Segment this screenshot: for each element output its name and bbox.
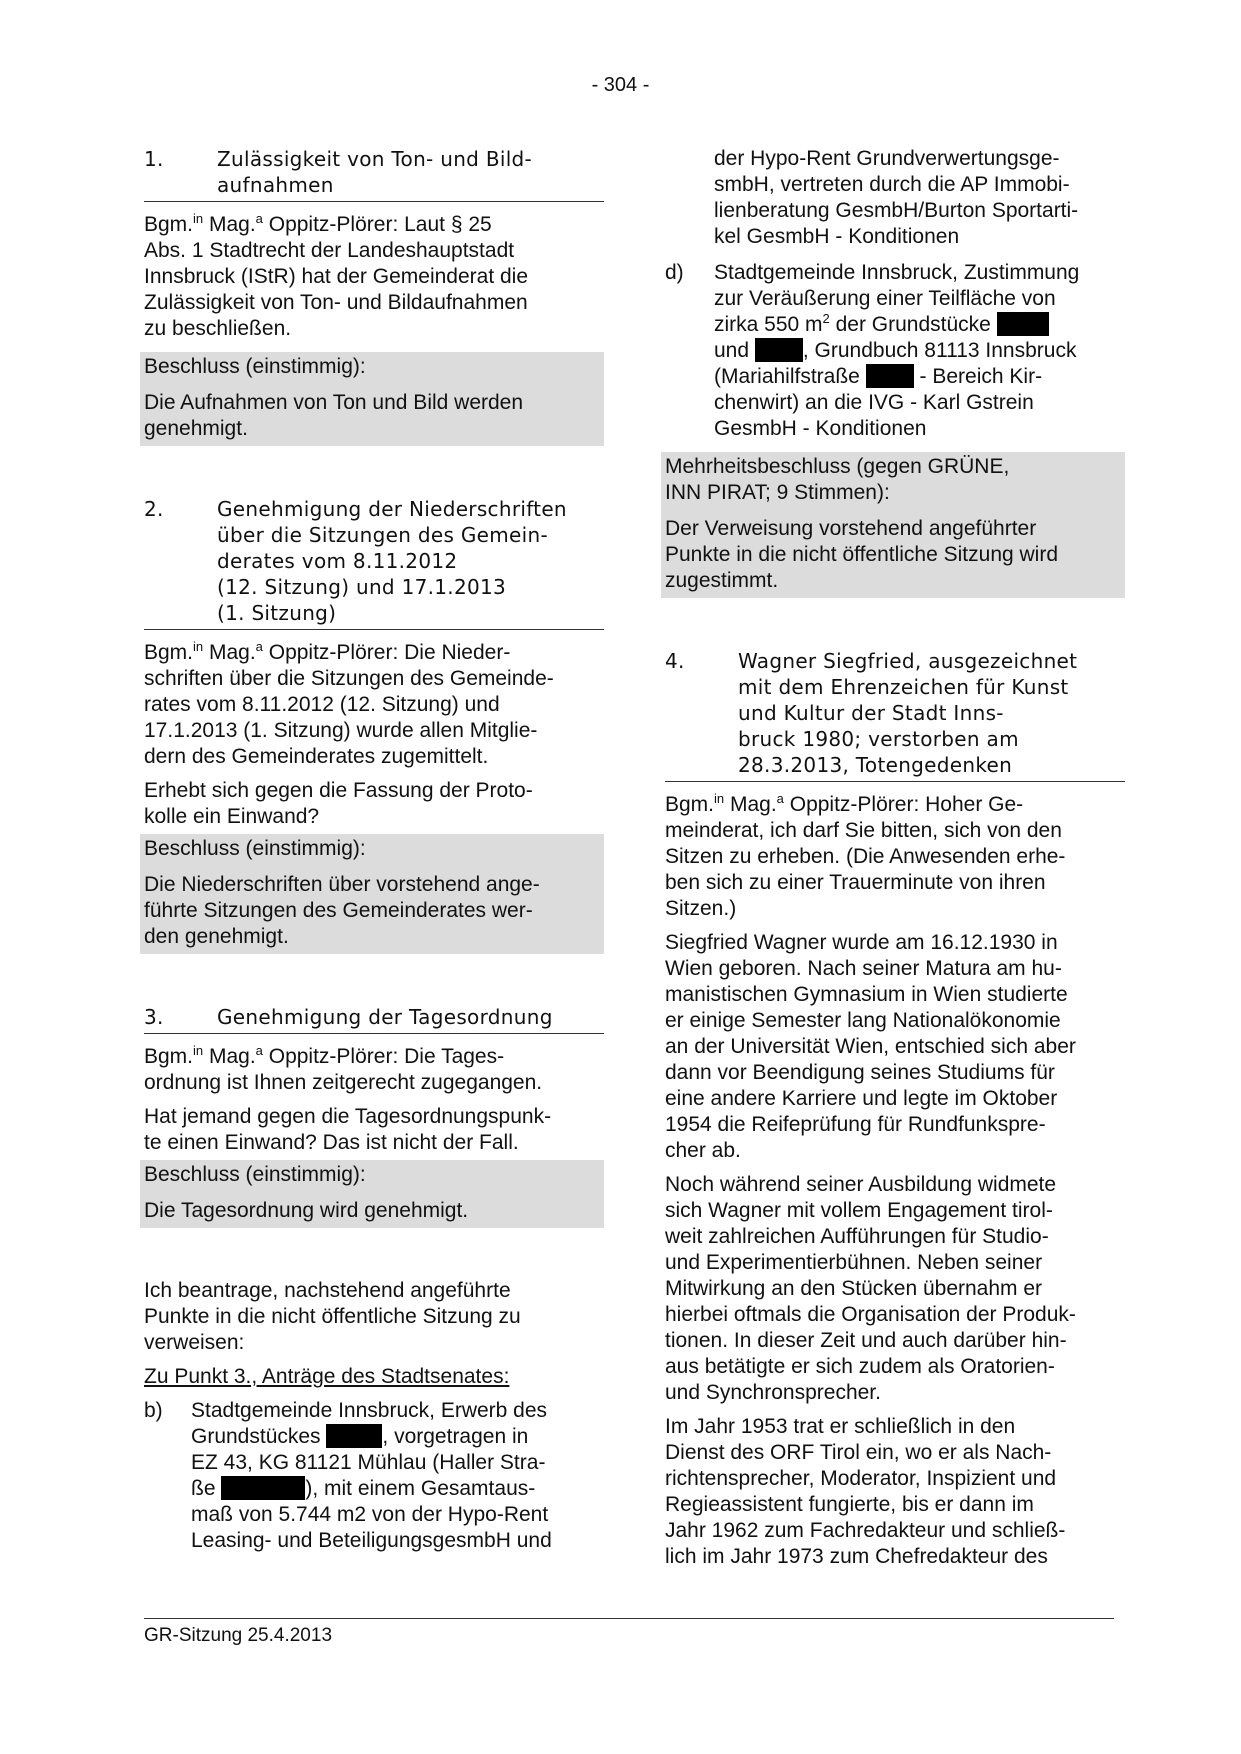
section-3-paragraph-2: Hat jemand gegen die Tagesordnungspunk- te einen Einwand? Das ist nicht der Fall.	[144, 1105, 552, 1154]
resolution-box	[140, 1160, 604, 1228]
resolution-box	[140, 834, 604, 954]
section-title: Zulässigkeit von Ton- und Bild- aufnahmen	[217, 147, 533, 197]
list-item-b: b) Stadtgemeinde Innsbruck, Erwerb des Grundstückes , vorgetragen in EZ 43, KG 81121 Mühlau (Haller Stra- ße ), mit einem Gesamtaus- maß von 5.744 m2 von der Hypo-Rent Leasing- und BeteiligungsgesmbH und	[144, 1399, 552, 1552]
section-4-paragraph-2: Siegfried Wagner wurde am 16.12.1930 in Wien geboren. Nach seiner Matura am hu- manistischen Gymnasium in Wien studierte er einige Semester lang Nationalökonomie an der Universität Wien, entschied sich aber dann vor Beendigung seines Studiums für eine andere Karriere und legte im Oktober 1954 die Reifeprüfung für Rundfunkspre- cher ab.	[665, 931, 1076, 1162]
list-item-d: d) Stadtgemeinde Innsbruck, Zustimmung zur Veräußerung einer Teilfläche von zirka 550 $m^2$ der Grundstücke und , Grundbuch 81113 Innsbruck (Mariahilfstraße - Bereich Kir- chenwirt) an die IVG - Karl Gstrein GesmbH - Konditionen	[665, 261, 1080, 440]
section-number: 2.	[144, 497, 164, 521]
section-3-paragraph-1: Bgm.$^{in}$ Mag.$^a$ Oppitz-Plörer: Die Tages- ordnung ist Ihnen zeitgerecht zugegangen.	[144, 1043, 543, 1094]
list-item-b-continued: der Hypo-Rent Grundverwertungsge- smbH, vertreten durch die AP Immobi- lienberatung GesmbH/Burton Sportarti- kel GesmbH - Konditionen	[714, 147, 1079, 248]
resolution-label: Beschluss (einstimmig):	[144, 1163, 366, 1186]
agenda-reference: Zu Punkt 3., Anträge des Stadtsenates:	[144, 1365, 510, 1388]
section-2-heading	[144, 496, 604, 630]
section-4-paragraph-3: Noch während seiner Ausbildung widmete sich Wagner mit vollem Engagement tirol- weit zahlreichen Aufführungen für Studio- und Experimentierbühnen. Neben seiner Mitwirkung an den Stücken übernahm er hierbei oftmals die Organisation der Produk- tionen. In dieser Zeit und auch darüber hin- aus betätigte er sich zudem als Oratorien- und Synchronsprecher.	[665, 1173, 1076, 1404]
redaction-bar	[326, 1424, 382, 1448]
section-1-paragraph: Bgm.$^{in}$ Mag.$^a$ Oppitz-Plörer: Laut § 25 Abs. 1 Stadtrecht der Landeshauptstadt Innsbruck (IStR) hat der Gemeinderat die Zulässigkeit von Ton- und Bildaufnahmen zu beschließen.	[144, 211, 529, 340]
section-title: Genehmigung der Niederschriften über die Sitzungen des Gemein- derates vom 8.11.2012 (12. Sitzung) und 17.1.2013 (1. Sitzung)	[217, 497, 567, 625]
section-number: 3.	[144, 1005, 164, 1029]
section-3-heading	[144, 1004, 604, 1034]
section-4-paragraph-1: Bgm.$^{in}$ Mag.$^a$ Oppitz-Plörer: Hoher Ge- meinderat, ich darf Sie bitten, sich von den Sitzen zu erheben. (Die Anwesenden erhe- ben sich zu einer Trauerminute von ihren Sitzen.)	[665, 791, 1066, 920]
section-2-paragraph-1: Bgm.$^{in}$ Mag.$^a$ Oppitz-Plörer: Die Nieder- schriften über die Sitzungen des Gemeinde- rates vom 8.11.2012 (12. Sitzung) und 17.1.2013 (1. Sitzung) wurde allen Mitglie- dern des Gemeinderates zugemittelt.	[144, 639, 554, 768]
redaction-bar	[866, 364, 914, 388]
resolution-label: Beschluss (einstimmig):	[144, 837, 366, 860]
resolution-label: Beschluss (einstimmig):	[144, 355, 366, 378]
redaction-bar	[997, 312, 1049, 336]
resolution-text: Die Tagesordnung wird genehmigt.	[144, 1199, 469, 1222]
section-4-paragraph-4: Im Jahr 1953 trat er schließlich in den Dienst des ORF Tirol ein, wo er als Nach- richtensprecher, Moderator, Inspizient und Regieassistent fungierte, bis er dann im Jahr 1962 zum Fachredakteur und schließ- lich im Jahr 1973 zum Chefredakteur des	[665, 1415, 1066, 1568]
section-4-heading	[665, 648, 1125, 782]
motion-paragraph: Ich beantrage, nachstehend angeführte Punkte in die nicht öffentliche Sitzung zu verweisen:	[144, 1279, 521, 1354]
redaction-bar	[755, 338, 803, 362]
resolution-box	[140, 352, 604, 446]
right-column	[665, 146, 1125, 1570]
resolution-text: Der Verweisung vorstehend angeführter Punkte in die nicht öffentliche Sitzung wird zugestimmt.	[665, 517, 1059, 592]
section-number: 4.	[665, 649, 685, 673]
section-number: 1.	[144, 147, 164, 171]
section-1-heading	[144, 146, 604, 202]
section-title: Wagner Siegfried, ausgezeichnet mit dem Ehrenzeichen für Kunst und Kultur der Stadt Inns- bruck 1980; verstorben am 28.3.2013, Totengedenken	[738, 649, 1078, 777]
section-2-paragraph-2: Erhebt sich gegen die Fassung der Proto- kolle ein Einwand?	[144, 779, 533, 828]
page-footer: GR-Sitzung 25.4.2013	[144, 1618, 1114, 1649]
resolution-text: Die Aufnahmen von Ton und Bild werden genehmigt.	[144, 391, 524, 440]
majority-resolution-box	[661, 452, 1125, 598]
left-column	[144, 146, 604, 1554]
section-title: Genehmigung der Tagesordnung	[217, 1005, 553, 1029]
resolution-text: Die Niederschriften über vorstehend ange- führte Sitzungen des Gemeinderates wer- den genehmigt.	[144, 873, 540, 948]
redaction-bar	[221, 1476, 305, 1500]
resolution-label: Mehrheitsbeschluss (gegen GRÜNE, INN PIRAT; 9 Stimmen):	[665, 455, 1010, 504]
page-number: - 304 -	[591, 74, 650, 96]
